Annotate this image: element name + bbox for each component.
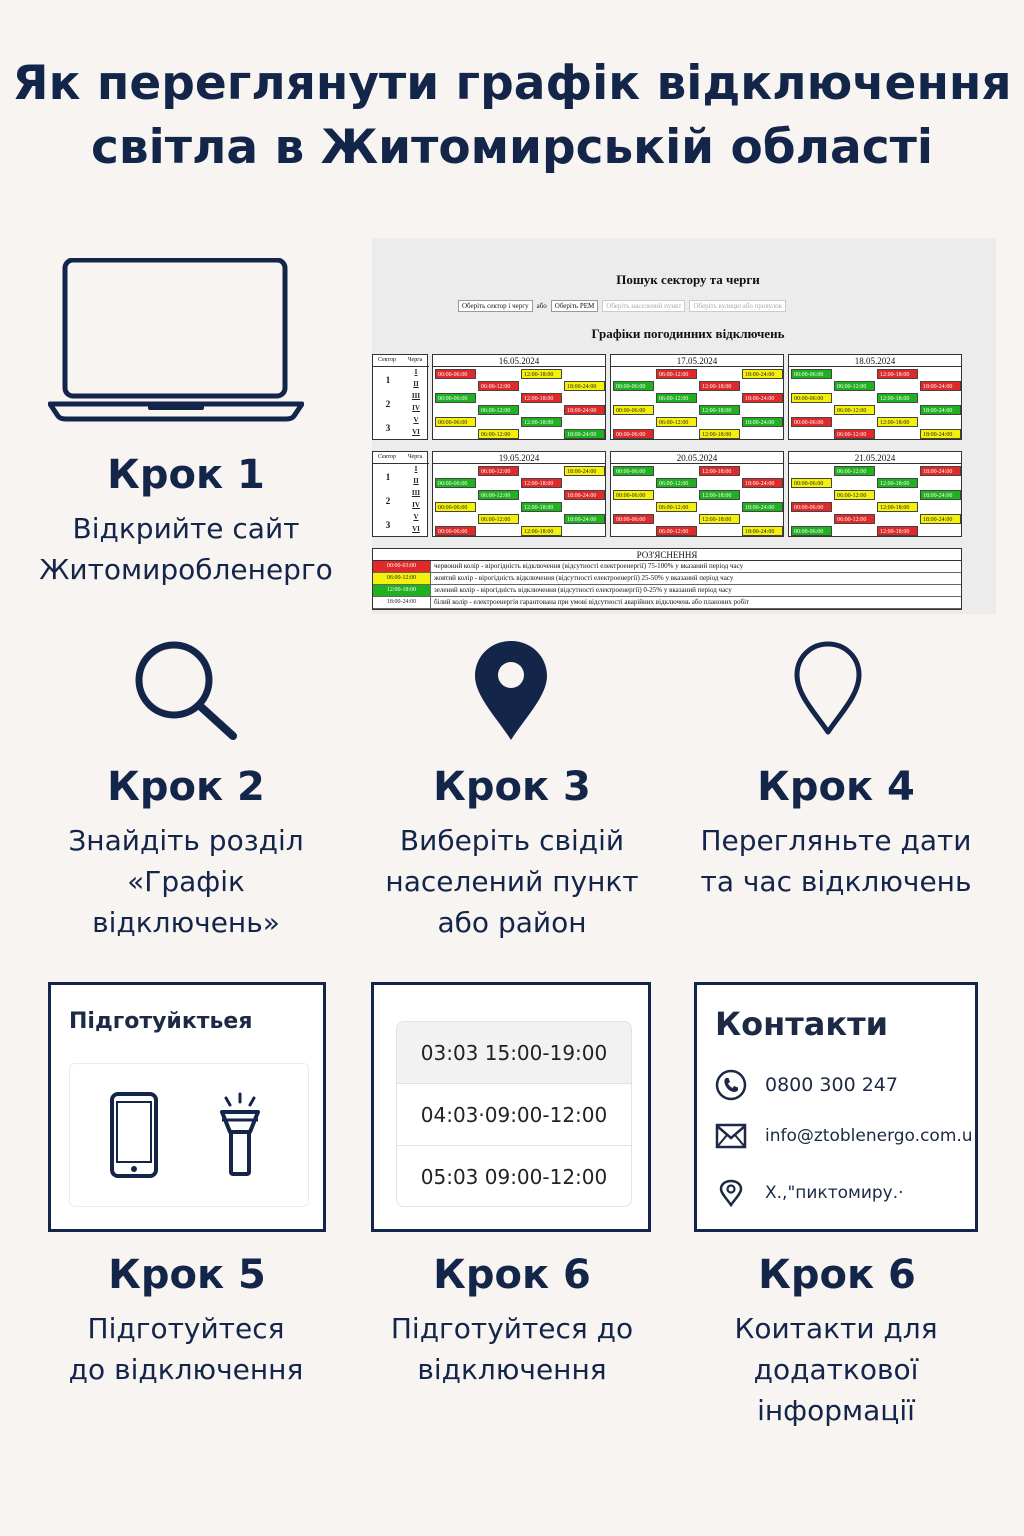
step-7-heading: Крок 6 [758,1252,916,1298]
phone-icon [715,1069,747,1101]
outage-slot: 06:00-12:00 [656,526,697,536]
day-date: 16.05.2024 [433,355,605,367]
outage-slot: 00:00-06:00 [613,429,654,439]
day-schedule [610,451,784,537]
queue-link[interactable]: IV [412,404,420,412]
queue-link[interactable]: II [413,380,419,388]
sector-select[interactable]: Оберіть сектор і чергу [458,300,533,312]
outage-slot: 00:00-06:00 [791,502,832,512]
laptop-icon [48,258,304,422]
step-1-heading: Крок 1 [107,452,265,498]
contact-email-row[interactable] [715,1123,973,1149]
outage-slot: 00:00-06:00 [435,393,476,403]
outage-slot: 18:00-24:00 [742,502,783,512]
outage-slot: 00:00-06:00 [435,417,476,427]
map-pin-outline-icon [792,640,864,736]
page-title [0,52,1024,180]
outage-slot: 06:00-12:00 [834,381,875,391]
legend-swatch: 12:00-18:00 [373,585,431,596]
step-5-text: Підготуйтеся до відключення [68,1312,304,1386]
outage-slot: 18:00-24:00 [564,405,605,415]
queue-link[interactable]: I [414,465,418,473]
mail-icon [715,1123,747,1149]
queue-link[interactable]: I [414,368,418,376]
outage-slot: 06:00-12:00 [834,466,875,476]
legend-row [373,561,961,573]
title-line-1: Як переглянути графік відключення [12,56,1012,111]
outage-slot: 06:00-12:00 [656,417,697,427]
outage-slot: 06:00-12:00 [834,490,875,500]
step-2-heading: Крок 2 [107,764,265,810]
outage-slot: 12:00-18:00 [699,466,740,476]
outage-slot: 00:00-06:00 [435,502,476,512]
outage-slot: 00:00-06:00 [613,466,654,476]
outage-slot: 12:00-18:00 [521,478,562,488]
step-6-text: Підготуйтеся до відключення [390,1312,634,1386]
outage-slot: 12:00-18:00 [699,405,740,415]
step-2-text: Знайдіть розділ «Графік відключень» [68,824,304,939]
day-date: 20.05.2024 [611,452,783,464]
title-line-2: світла в Житомирській області [91,120,933,175]
sector-number: 2 [385,399,391,409]
sector-number: 1 [385,375,391,385]
outage-slot: 12:00-18:00 [699,381,740,391]
outage-time-row[interactable]: 04:03·09:00-12:00 [397,1084,631,1146]
outage-slot: 00:00-06:00 [435,526,476,536]
outage-slot: 18:00-24:00 [920,490,961,500]
outage-slot: 18:00-24:00 [920,405,961,415]
contact-address: Х.,"пиктомиру.· [765,1183,904,1203]
outage-slot: 18:00-24:00 [742,478,783,488]
schedule-screenshot [372,238,996,614]
outage-slot: 06:00-12:00 [656,369,697,379]
day-date: 19.05.2024 [433,452,605,464]
sector-header: Сектор [377,357,397,363]
legend-row [373,585,961,597]
queue-link[interactable]: VI [412,428,420,436]
legend-text: білий колір - електроенергія гарантована при умові відсутності аварійних відключень або планових робіт [434,598,750,606]
outage-slot: 06:00-12:00 [834,429,875,439]
outage-slot: 18:00-24:00 [920,466,961,476]
outage-slot: 18:00-24:00 [564,514,605,524]
screenshot-subtitle: Графіки погодинних відключень [591,326,785,341]
day-date: 21.05.2024 [789,452,961,464]
rem-select[interactable]: Оберіть РЕМ [551,300,598,312]
outage-slot: 06:00-12:00 [478,466,519,476]
day-schedule [788,354,962,440]
outage-times-card [371,982,651,1232]
queue-link[interactable]: III [411,489,421,497]
day-schedule [432,354,606,440]
outage-slot: 18:00-24:00 [742,369,783,379]
outage-slot: 00:00-06:00 [791,417,832,427]
legend-text: червоний колір - вірогідність відключення (відсутності електроенергії) 75-100% у вказаний період часу [434,562,744,570]
outage-slot: 00:00-06:00 [613,381,654,391]
queue-link[interactable]: V [413,416,419,424]
sector-queue-column [372,354,428,440]
outage-slot: 00:00-06:00 [791,393,832,403]
queue-link[interactable]: III [411,392,421,400]
day-date: 17.05.2024 [611,355,783,367]
outage-slot: 18:00-24:00 [742,417,783,427]
queue-link[interactable]: IV [412,501,420,509]
sector-number: 3 [385,520,391,530]
smartphone-icon [110,1092,158,1178]
legend-title: РОЗ'ЯСНЕННЯ [373,549,961,561]
step-1-text: Відкрийте сайт Житомиробленерго [39,512,333,586]
queue-link[interactable]: VI [412,525,420,533]
outage-slot: 06:00-12:00 [478,490,519,500]
outage-slot: 12:00-18:00 [521,393,562,403]
outage-slot: 00:00-06:00 [435,369,476,379]
outage-slot: 18:00-24:00 [742,393,783,403]
map-pin-filled-icon [472,638,550,742]
outage-slot: 06:00-12:00 [478,514,519,524]
day-date: 18.05.2024 [789,355,961,367]
prepare-card [48,982,326,1232]
outage-slot: 18:00-24:00 [742,526,783,536]
outage-slot: 12:00-18:00 [521,526,562,536]
outage-slot: 00:00-06:00 [435,478,476,488]
day-schedule [610,354,784,440]
outage-slot: 06:00-12:00 [656,478,697,488]
outage-slot: 12:00-18:00 [877,526,918,536]
step-3-text: Виберіть свідій населений пункт або район [385,824,639,939]
outage-times-list [396,1021,632,1207]
contact-phone-row[interactable] [715,1069,898,1101]
settlement-select[interactable]: Оберіть населений пункт [602,300,685,312]
outage-time-row[interactable]: 03:03 15:00-19:00 [397,1022,631,1084]
queue-link[interactable]: II [413,477,419,485]
outage-slot: 18:00-24:00 [564,466,605,476]
outage-time-row[interactable]: 05:03 09:00-12:00 [420,1165,608,1189]
contacts-title: Контакти [715,1005,889,1043]
outage-slot: 06:00-12:00 [478,405,519,415]
outage-slot: 12:00-18:00 [877,369,918,379]
outage-slot: 06:00-12:00 [834,405,875,415]
outage-slot: 00:00-06:00 [791,526,832,536]
prepare-card-title: Підготуйктьея [69,1009,253,1034]
legend-swatch: 06:00-12:00 [373,573,431,584]
step-6-heading: Крок 6 [433,1252,591,1298]
outage-slot: 06:00-12:00 [834,514,875,524]
magnifier-icon [132,640,240,742]
street-select[interactable]: Оберіть вулицю або провулок [689,300,786,312]
outage-slot: 12:00-18:00 [699,490,740,500]
location-icon [715,1179,747,1207]
outage-slot: 18:00-24:00 [564,381,605,391]
outage-slot: 18:00-24:00 [920,429,961,439]
outage-slot: 00:00-06:00 [791,369,832,379]
outage-slot: 18:00-24:00 [920,514,961,524]
step-4-heading: Крок 4 [757,764,915,810]
screenshot-title: Пошук сектору та черги [616,272,760,287]
flashlight-icon [216,1092,264,1178]
outage-slot: 12:00-18:00 [877,393,918,403]
outage-slot: 00:00-06:00 [613,405,654,415]
outage-slot: 12:00-18:00 [877,417,918,427]
outage-slot: 12:00-18:00 [699,514,740,524]
outage-slot: 12:00-18:00 [521,369,562,379]
outage-slot: 06:00-12:00 [478,381,519,391]
queue-header: Черга [407,357,423,363]
outage-slot: 12:00-18:00 [521,417,562,427]
outage-slot: 12:00-18:00 [699,429,740,439]
outage-slot: 18:00-24:00 [564,429,605,439]
outage-slot: 18:00-24:00 [564,490,605,500]
outage-slot: 12:00-18:00 [877,478,918,488]
sector-number: 3 [385,423,391,433]
queue-link[interactable]: V [413,513,419,521]
or-label: або [536,301,547,310]
outage-slot: 00:00-06:00 [613,514,654,524]
legend-swatch: 18:00-24:00 [373,597,431,608]
step-7-text: Коитакти для додаткової інформації [734,1312,938,1427]
legend-row [373,597,961,609]
schedule-grid [372,451,962,537]
schedule-grid [372,354,962,440]
sector-header: Сектор [377,454,397,460]
prepare-items-box [69,1063,309,1207]
step-3-heading: Крок 3 [433,764,591,810]
outage-slot: 00:00-06:00 [613,490,654,500]
outage-slot: 06:00-12:00 [656,393,697,403]
outage-slot: 06:00-12:00 [478,429,519,439]
contacts-card [694,982,978,1232]
legend-swatch: 00:00-03:00 [373,561,431,572]
screenshot-selects [458,299,786,312]
day-schedule [432,451,606,537]
day-schedule [788,451,962,537]
outage-slot: 12:00-18:00 [521,502,562,512]
outage-slot: 00:00-06:00 [791,478,832,488]
legend-text: жовтий колір - вірогідність відключення (відсутності електроенергії) 25-50% у вказаний період часу [434,574,734,582]
step-4-text: Перегляньте дати та час відключень [700,824,972,898]
queue-header: Черга [407,454,423,460]
legend-table [372,548,962,610]
contact-phone: 0800 300 247 [765,1074,898,1096]
contact-email: info@ztoblenergo.com.u [765,1126,973,1146]
step-5-heading: Крок 5 [108,1252,266,1298]
sector-number: 1 [385,472,391,482]
outage-slot: 12:00-18:00 [877,502,918,512]
outage-slot: 18:00-24:00 [920,381,961,391]
legend-text: зелений колір - вірогідність відключення (відсутності електроенергії) 0-25% у вказаний період часу [434,586,732,594]
contact-address-row[interactable] [715,1179,904,1207]
sector-number: 2 [385,496,391,506]
outage-slot: 06:00-12:00 [656,502,697,512]
legend-row [373,573,961,585]
sector-queue-column [372,451,428,537]
